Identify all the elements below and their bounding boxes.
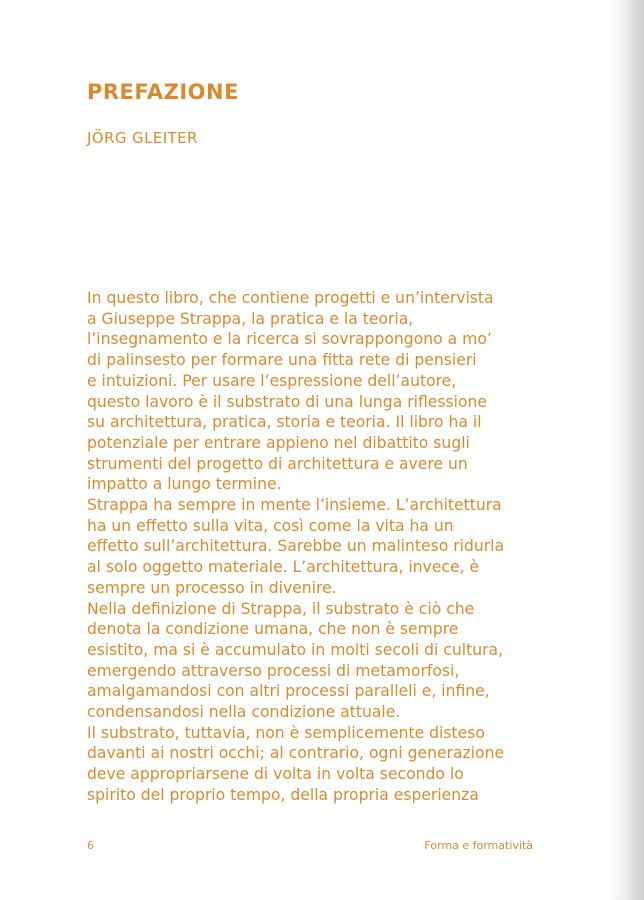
body-line: amalgamandosi con altri processi paralleli e, infine, <box>87 682 490 701</box>
body-line: deve appropriarsene di volta in volta secondo lo <box>87 765 464 784</box>
chapter-title: PREFAZIONE <box>87 80 239 104</box>
body-line: a Giuseppe Strappa, la pratica e la teoria, <box>87 309 414 328</box>
page-number: 6 <box>87 839 94 852</box>
body-line: di palinsesto per formare una fitta rete di pensieri <box>87 351 477 370</box>
body-line: davanti ai nostri occhi; al contrario, ogni generazione <box>87 744 505 763</box>
body-line: ha un effetto sulla vita, così come la vita ha un <box>87 516 454 535</box>
body-text <box>87 288 547 806</box>
body-line: sempre un processo in divenire. <box>87 578 337 597</box>
body-line: questo lavoro è il substrato di una lunga riflessione <box>87 392 487 411</box>
binding-shadow <box>610 0 644 900</box>
body-line: emergendo attraverso processi di metamorfosi, <box>87 661 460 680</box>
body-line: In questo libro, che contiene progetti e un’intervista <box>87 289 494 307</box>
body-line: su architettura, pratica, storia e teoria. Il libro ha il <box>87 413 482 432</box>
body-line: Il substrato, tuttavia, non è semplicemente disteso <box>87 723 485 742</box>
body-line: effetto sull’architettura. Sarebbe un malinteso ridurla <box>87 537 505 556</box>
body-line: e intuizioni. Per usare l’espressione dell’autore, <box>87 371 457 390</box>
running-footer-title: Forma e formatività <box>424 839 533 852</box>
body-line: denota la condizione umana, che non è sempre <box>87 620 459 639</box>
body-line: spirito del proprio tempo, della propria esperienza <box>87 785 479 804</box>
body-line: l’insegnamento e la ricerca si sovrappongono a mo’ <box>87 330 492 349</box>
body-line: al solo oggetto materiale. L’architettura, invece, è <box>87 558 480 577</box>
body-line: Nella definizione di Strappa, il substrato è ciò che <box>87 599 475 618</box>
body-line: esistito, ma si è accumulato in molti secoli di cultura, <box>87 640 504 659</box>
body-line: strumenti del progetto di architettura e avere un <box>87 454 468 473</box>
body-line: condensandosi nella condizione attuale. <box>87 703 401 722</box>
body-line: potenziale per entrare appieno nel dibattito sugli <box>87 433 470 452</box>
body-line: Strappa ha sempre in mente l’insieme. L’architettura <box>87 496 502 515</box>
chapter-author: JÖRG GLEITER <box>87 129 198 147</box>
body-line: impatto a lungo termine. <box>87 475 282 494</box>
